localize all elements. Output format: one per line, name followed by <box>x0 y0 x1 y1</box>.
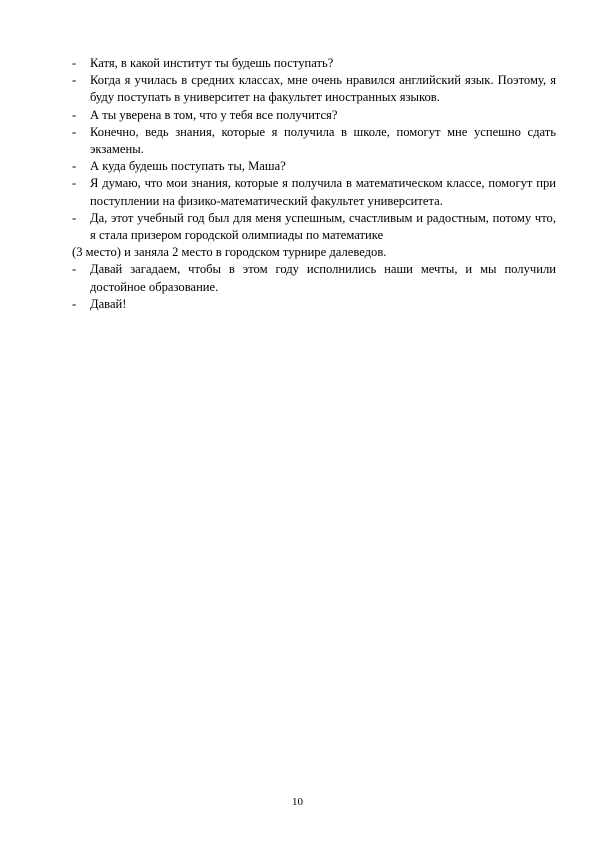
dialogue-line-text: Давай! <box>90 296 127 311</box>
page-number: 10 <box>292 796 303 808</box>
dialogue-line <box>72 124 556 158</box>
dialogue-line <box>72 72 556 106</box>
dialogue-line <box>72 158 556 175</box>
dialogue-dash: - <box>72 124 77 139</box>
dialogue-line-text: Катя, в какой институт ты будешь поступать? <box>90 56 334 70</box>
dialogue-line-text: Когда я училась в средних классах, мне очень нравился английский язык. Поэтому, я буду поступать в университет на факультет иностранных языков. <box>90 73 556 105</box>
dialogue-line-text: Давай загадаем, чтобы в этом году исполнились наши мечты, и мы получили достойное образование. <box>90 262 556 294</box>
dialogue-line-text: Я думаю, что мои знания, которые я получила в математическом классе, помогут при поступлении на физико-математический факультет университета. <box>90 176 556 208</box>
dialogue-continuation: (3 место) и заняла 2 место в городском турнире далеведов. <box>72 245 387 260</box>
dialogue-dash: - <box>72 296 77 311</box>
dialogue-line-text: Да, этот учебный год был для меня успешным, счастливым и радостным, потому что, я стала призером городской олимпиады по математике <box>90 210 556 243</box>
dialogue-line-text: А куда будешь поступать ты, Маша? <box>90 159 286 174</box>
dialogue-line-text: Конечно, ведь знания, которые я получила в школе, помогут мне успешно сдать экзамены. <box>90 124 556 157</box>
dialogue-dash: - <box>72 176 77 191</box>
dialogue-line-text: А ты уверена в том, что у тебя все получится? <box>90 107 338 122</box>
dialogue-dash: - <box>72 159 77 174</box>
dialogue-line <box>72 210 556 244</box>
dialogue-dash: - <box>72 262 77 277</box>
dialogue-line <box>72 296 556 313</box>
dialogue-dash: - <box>72 107 77 122</box>
dialogue-text <box>72 55 556 313</box>
dialogue-line <box>72 261 556 295</box>
dialogue-line <box>72 175 556 209</box>
dialogue-dash: - <box>72 56 77 70</box>
dialogue-dash: - <box>72 210 77 225</box>
dialogue-dash: - <box>72 73 77 88</box>
dialogue-line <box>72 107 556 124</box>
dialogue-line <box>72 55 556 72</box>
